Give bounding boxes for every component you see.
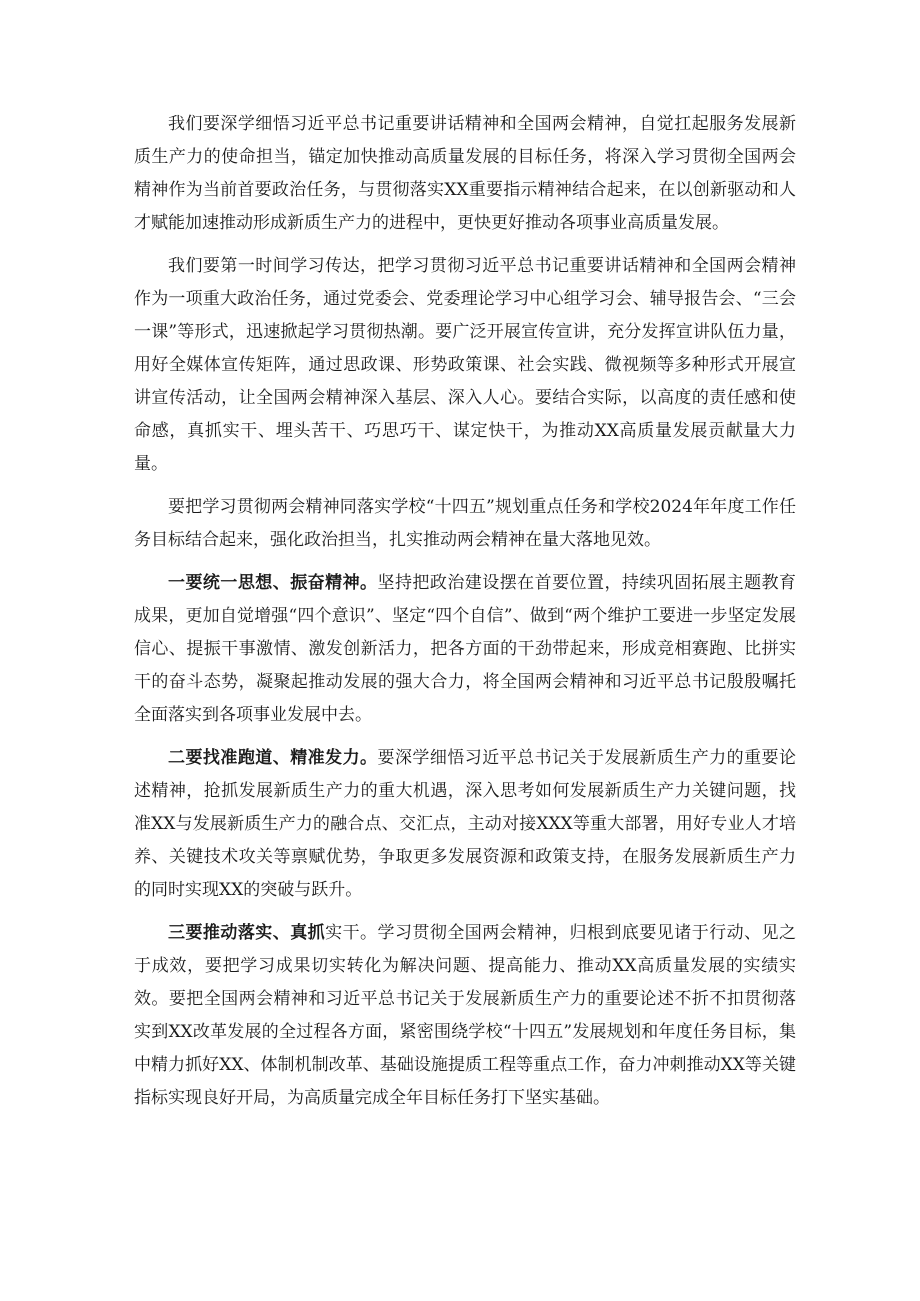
paragraph-text: 要深学细悟习近平总书记关于发展新质生产力的重要论述精神，抢抓发展新质生产力的重大机遇，深入思考如何发展新质生产力关键问题，找准XX与发展新质生产力的融合点、交汇点，主动对接XXX等重大部署，用好专业人才培养、关键技术攻关等禀赋优势，争取更多发展资源和政策支持，在服务发展新质生产力的同时实现XX的突破与跃升。 [134, 748, 797, 900]
paragraph-text: 坚持把政治建设摆在首要位置，持续巩固拓展主题教育成果，更加自觉增强“四个意识”、坚定“四个自信”、做到“两个维护工要进一步坚定发展信心、提振干事激情、激发创新活力，把各方面的干劲带起来，形成竞相赛跑、比拼实干的奋斗态势，凝聚起推动发展的强大合力，将全国两会精神和习近平总书记殷殷嘱托全面落实到各项事业发展中去。 [134, 573, 797, 725]
document-body [134, 108, 796, 1125]
paragraph-text: 我们要深学细悟习近平总书记重要讲话精神和全国两会精神，自觉扛起服务发展新质生产力的使命担当，锚定加快推动高质量发展的目标任务，将深入学习贯彻全国两会精神作为当前首要政治任务，与贯彻落实XX重要指示精神结合起来，在以创新驱动和人才赋能加速推动形成新质生产力的进程中，更快更好推动各项事业高质量发展。 [134, 114, 796, 233]
paragraph-text: 我们要第一时间学习传达，把学习贯彻习近平总书记重要讲话精神和全国两会精神作为一项重大政治任务，通过党委会、党委理论学习中心组学习会、辅导报告会、“三会一课”等形式，迅速掀起学习贯彻热潮。要广泛开展宣传宣讲，充分发挥宣讲队伍力量，用好全媒体宣传矩阵，通过思政课、形势政策课、社会实践、微视频等多种形式开展宣讲宣传活动，让全国两会精神深入基层、深入人心。要结合实际，以高度的责任感和使命感，真抓实干、埋头苦干、巧思巧干、谋定快干，为推动XX高质量发展贡献量大力量。 [134, 256, 796, 474]
paragraph-3 [134, 491, 796, 557]
paragraph-6 [134, 917, 796, 1115]
paragraph-lead: 一要统一思想、振奋精神。 [168, 573, 378, 593]
paragraph-text: 要把学习贯彻两会精神同落实学校“十四五”规划重点任务和学校2024年年度工作任务目标结合起来，强化政治担当，扎实推动两会精神在量大落地见效。 [134, 497, 796, 550]
paragraph-2 [134, 250, 796, 481]
paragraph-4 [134, 567, 796, 732]
paragraph-text: 实干。学习贯彻全国两会精神，归根到底要见诸于行动、见之于成效，要把学习成果切实转化为解决问题、提高能力、推动XX高质量发展的实绩实效。要把全国两会精神和习近平总书记关于发展新质生产力的重要论述不折不扣贯彻落实到XX改革发展的全过程各方面，紧密围绕学校“十四五”发展规划和年度任务目标，集中精力抓好XX、体制机制改革、基础设施提质工程等重点工作，奋力冲刺推动XX等关键指标实现良好开局，为高质量完成全年目标任务打下坚实基础。 [134, 923, 797, 1108]
paragraph-5 [134, 742, 796, 907]
paragraph-lead: 三要推动落实、真抓 [168, 923, 326, 943]
paragraph-lead: 二要找准跑道、精准发力。 [168, 748, 378, 768]
paragraph-1 [134, 108, 796, 240]
